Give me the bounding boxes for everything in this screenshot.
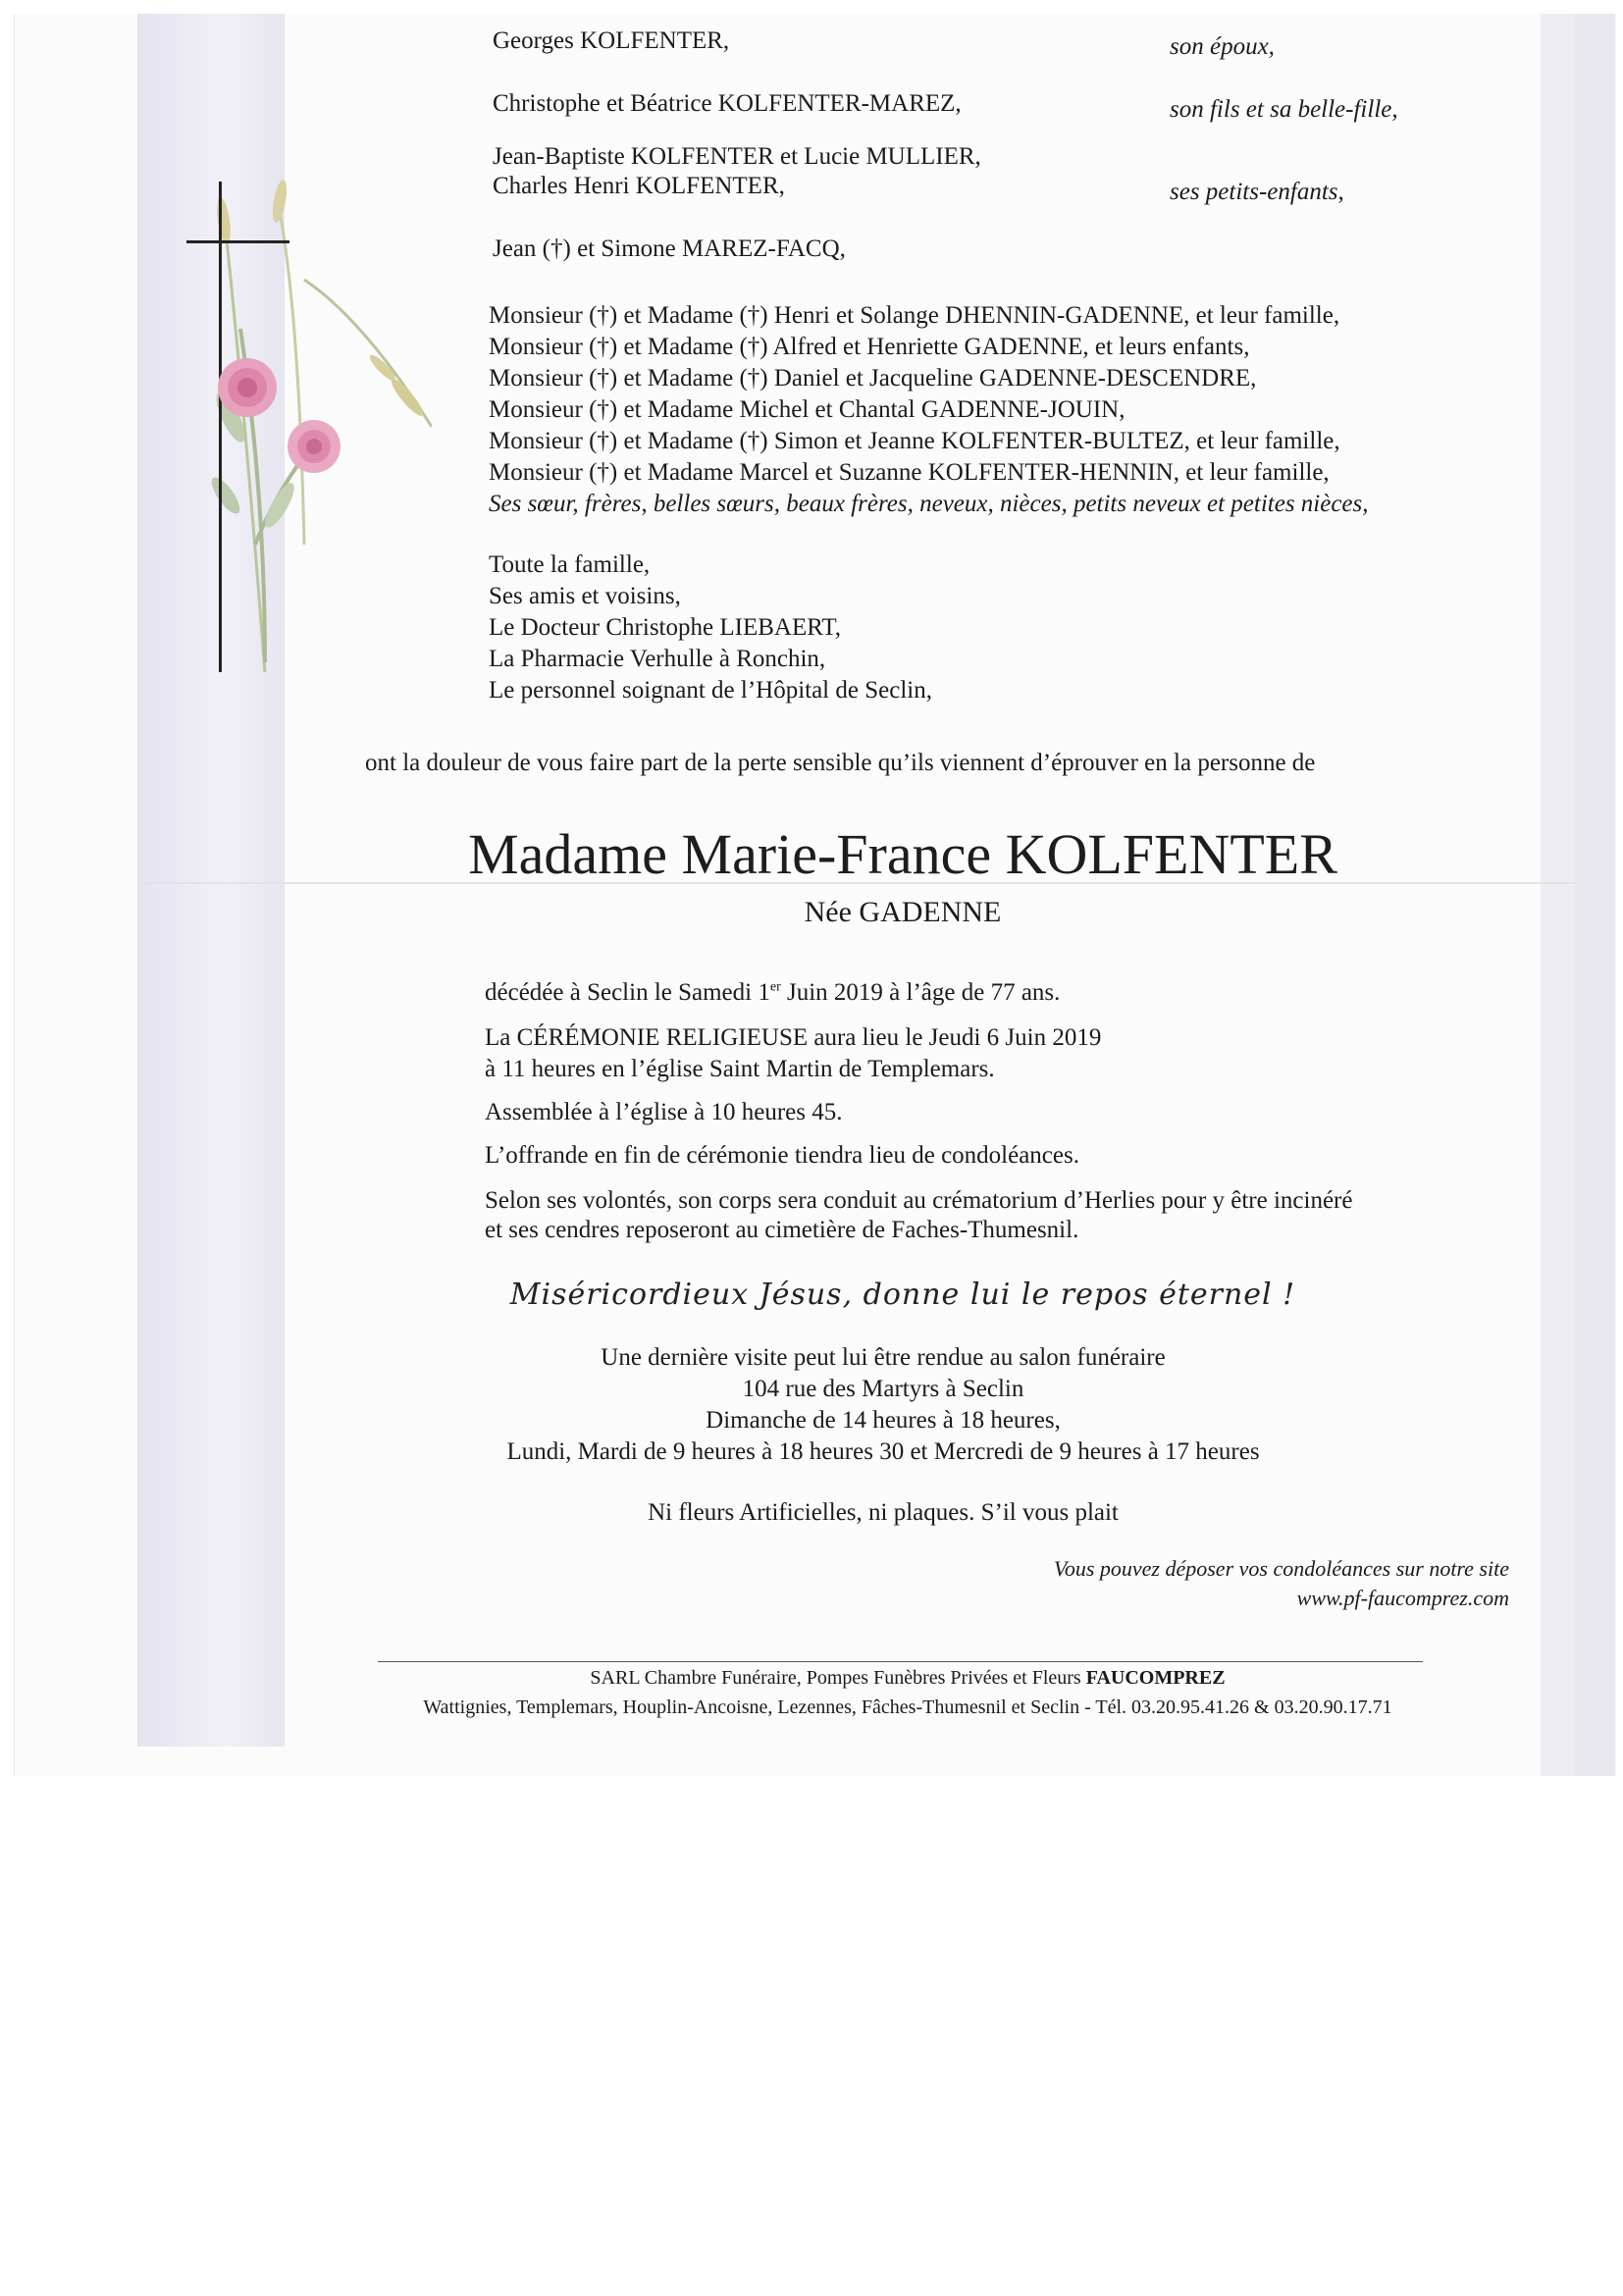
visit-line-2: 104 rue des Martyrs à Seclin [742, 1376, 1024, 1402]
family-line-2: Christophe et Béatrice KOLFENTER-MAREZ, [493, 90, 962, 117]
ceremony-line-2: à 11 heures en l’église Saint Martin de Templemars. [485, 1056, 995, 1082]
family-line-3: Jean-Baptiste KOLFENTER et Lucie MULLIER, [493, 143, 981, 170]
deceased-maiden-name: Née GADENNE [804, 896, 1002, 928]
sibling-line-5: Monsieur (†) et Madame (†) Simon et Jeanne KOLFENTER-BULTEZ, et leur famille, [489, 428, 1340, 454]
siblings-summary: Ses sœur, frères, belles sœurs, beaux frères, neveux, nièces, petits neveux et petites nièces, [489, 491, 1369, 517]
footer-company-text: SARL Chambre Funéraire, Pompes Funèbres Privées et Fleurs [590, 1667, 1086, 1689]
condolences-site[interactable]: www.pf-faucomprez.com [1296, 1586, 1509, 1610]
others-line-5: Le personnel soignant de l’Hôpital de Seclin, [489, 677, 932, 704]
wishes-line-1: Selon ses volontés, son corps sera conduit au crématorium d’Herlies pour y être incinéré [485, 1187, 1353, 1214]
wishes-line-2: et ses cendres reposeront au cimetière de Faches-Thumesnil. [485, 1217, 1079, 1243]
ceremony-line-1: La CÉRÉMONIE RELIGIEUSE aura lieu le Jeudi 6 Juin 2019 [485, 1024, 1102, 1051]
flowers-note: Ni fleurs Artificielles, ni plaques. S’il vous plait [648, 1499, 1119, 1526]
footer-company [294, 1664, 1521, 1692]
prayer-motto: Miséricordieux Jésus, donne lui le repos éternel ! [509, 1278, 1296, 1312]
footer-locations: Wattignies, Templemars, Houplin-Ancoisne, Lezennes, Fâches-Thumesnil et Seclin - Tél. 03.20.95.41.26 & 03.20.90.17.71 [423, 1696, 1392, 1718]
assembly-line: Assemblée à l’église à 10 heures 45. [485, 1099, 843, 1125]
footer-company-brand: FAUCOMPREZ [1085, 1667, 1226, 1689]
visit-line-1: Une dernière visite peut lui être rendue au salon funéraire [601, 1344, 1166, 1371]
sibling-line-1: Monsieur (†) et Madame (†) Henri et Solange DHENNIN-GADENNE, et leur famille, [489, 302, 1340, 329]
others-line-1: Toute la famille, [489, 551, 651, 578]
relation-2: son fils et sa belle-fille, [1170, 96, 1398, 123]
visit-line-3: Dimanche de 14 heures à 18 heures, [706, 1407, 1061, 1434]
cross-roses-icon [186, 172, 432, 682]
sibling-line-6: Monsieur (†) et Madame Marcel et Suzanne KOLFENTER-HENNIN, et leur famille, [489, 459, 1330, 486]
sibling-line-3: Monsieur (†) et Madame (†) Daniel et Jacqueline GADENNE-DESCENDRE, [489, 365, 1257, 391]
visit-line-4: Lundi, Mardi de 9 heures à 18 heures 30 et Mercredi de 9 heures à 17 heures [506, 1438, 1260, 1465]
relation-4: ses petits-enfants, [1170, 179, 1344, 205]
others-line-4: La Pharmacie Verhulle à Ronchin, [489, 646, 826, 672]
others-line-2: Ses amis et voisins, [489, 583, 681, 609]
deceased-name: Madame Marie-France KOLFENTER [468, 822, 1337, 886]
death-line [485, 977, 1060, 1009]
others-line-3: Le Docteur Christophe LIEBAERT, [489, 614, 842, 641]
death-line-end: Juin 2019 à l’âge de 77 ans. [780, 979, 1061, 1006]
page-edge-shadow-outer [1574, 14, 1615, 1776]
footer-rule [378, 1661, 1423, 1662]
sibling-line-2: Monsieur (†) et Madame (†) Alfred et Henriette GADENNE, et leurs enfants, [489, 334, 1250, 360]
relation-1: son époux, [1170, 33, 1275, 60]
family-line-5: Jean (†) et Simone MAREZ-FACQ, [493, 235, 846, 262]
condolences-line: Vous pouvez déposer vos condoléances sur notre site [1053, 1556, 1509, 1581]
offering-line: L’offrande en fin de cérémonie tiendra lieu de condoléances. [485, 1142, 1079, 1169]
family-line-1: Georges KOLFENTER, [493, 27, 730, 54]
family-line-4: Charles Henri KOLFENTER, [493, 173, 785, 199]
sibling-line-4: Monsieur (†) et Madame Michel et Chantal GADENNE-JOUIN, [489, 396, 1126, 423]
announcement: ont la douleur de vous faire part de la perte sensible qu’ils viennent d’éprouver en la personne de [365, 750, 1316, 776]
death-line-start: décédée à Seclin le Samedi 1 [485, 979, 770, 1006]
page-edge-shadow [1541, 14, 1574, 1776]
death-line-sup: er [769, 979, 781, 995]
